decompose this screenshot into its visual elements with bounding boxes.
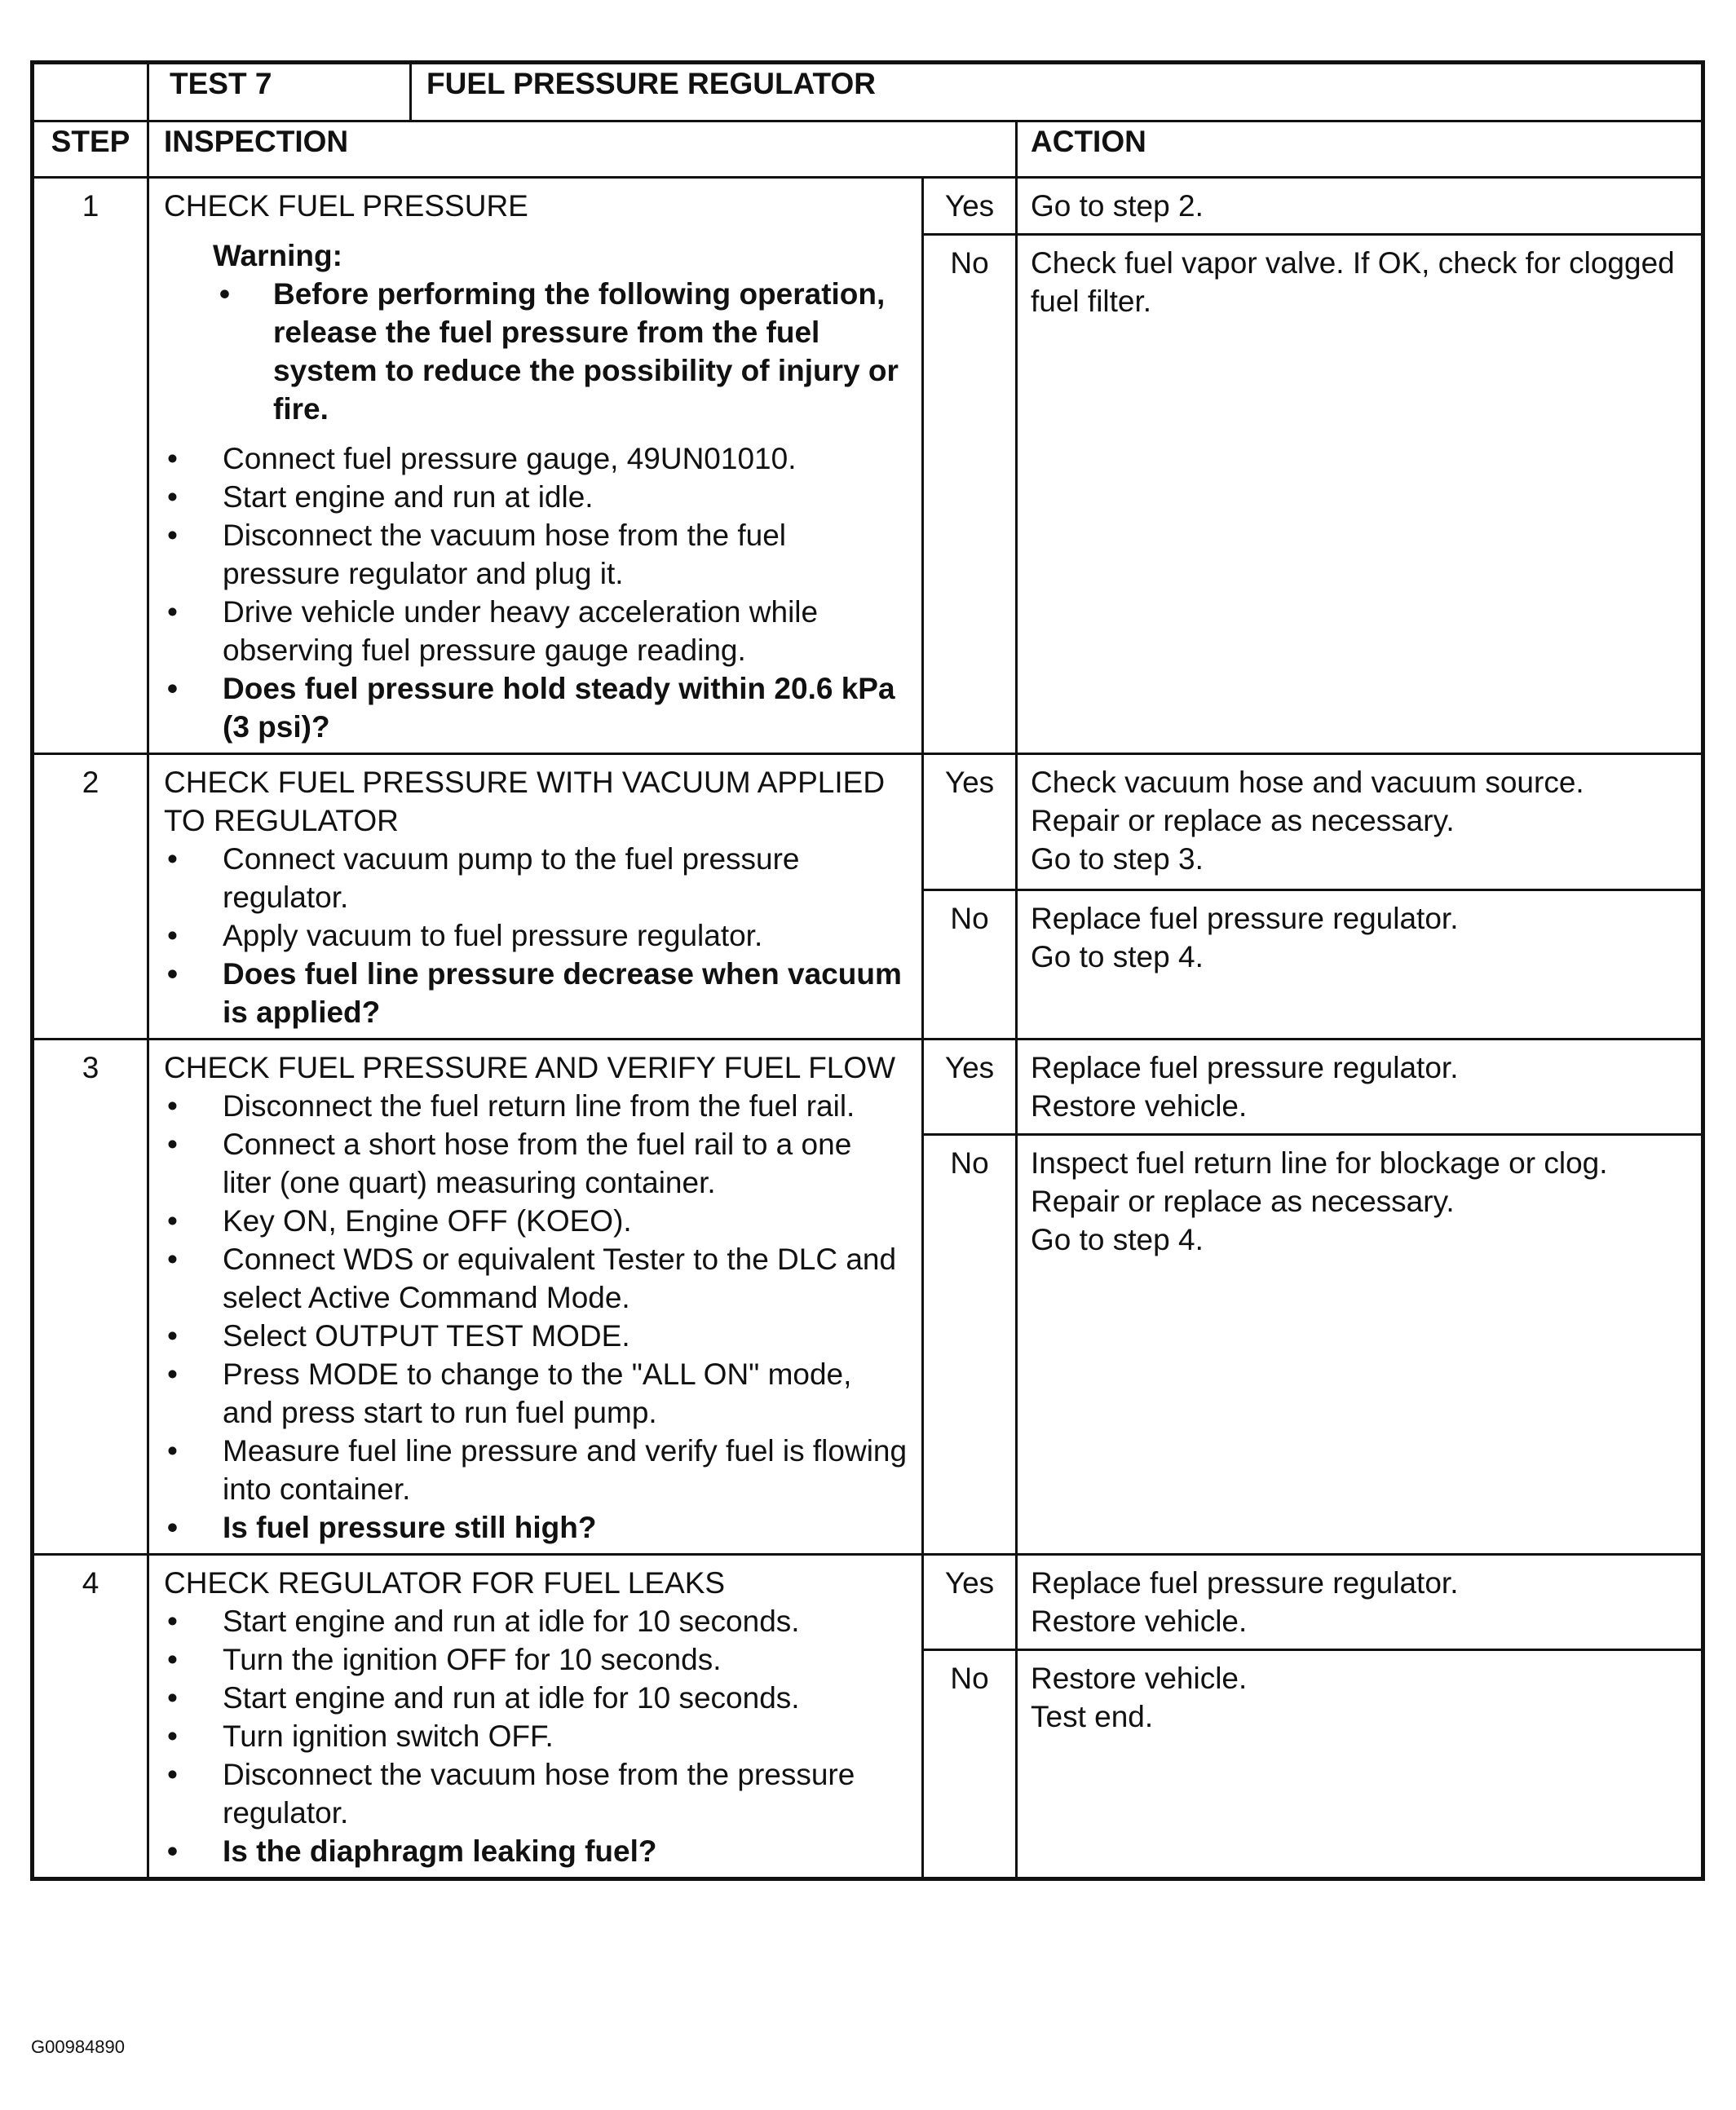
warning-label: Warning: bbox=[213, 239, 342, 272]
step-question: • Is the diaphragm leaking fuel? bbox=[164, 1832, 908, 1870]
step-question: • Is fuel pressure still high? bbox=[164, 1508, 908, 1547]
test-title: FUEL PRESSURE REGULATOR bbox=[411, 63, 1703, 121]
diagnostic-table-sheet bbox=[30, 60, 1701, 1881]
yes-action: Replace fuel pressure regulator. Restore vehicle. bbox=[1017, 1040, 1703, 1135]
list-item: • Start engine and run at idle. bbox=[164, 478, 908, 516]
list-item: • Disconnect the vacuum hose from the pressure regulator. bbox=[164, 1755, 908, 1832]
diagnostic-table bbox=[30, 60, 1705, 1881]
bullet-icon: • bbox=[167, 672, 178, 705]
bullet-icon: • bbox=[167, 1357, 178, 1391]
bullet-icon: • bbox=[167, 842, 178, 876]
bullet-icon: • bbox=[167, 595, 178, 629]
warning-block bbox=[213, 236, 908, 428]
bullet-icon: • bbox=[167, 957, 178, 991]
list-item: • Connect vacuum pump to the fuel pressure regulator. bbox=[164, 840, 908, 916]
list-item: • Select OUTPUT TEST MODE. bbox=[164, 1317, 908, 1355]
list-item: • Apply vacuum to fuel pressure regulator. bbox=[164, 916, 908, 955]
yes-label: Yes bbox=[923, 754, 1017, 890]
no-label: No bbox=[923, 235, 1017, 754]
no-action: Replace fuel pressure regulator. Go to step 4. bbox=[1017, 890, 1703, 1040]
no-action: Inspect fuel return line for blockage or clog. Repair or replace as necessary. Go to step 4. bbox=[1017, 1135, 1703, 1555]
no-label: No bbox=[923, 1135, 1017, 1555]
step-4-yes-row bbox=[33, 1555, 1703, 1650]
step-title: CHECK FUEL PRESSURE bbox=[164, 189, 528, 223]
list-item: • Connect a short hose from the fuel rail to a one liter (one quart) measuring container. bbox=[164, 1125, 908, 1202]
list-item: • Press MODE to change to the "ALL ON" mode, and press start to run fuel pump. bbox=[164, 1355, 908, 1432]
bullet-icon: • bbox=[167, 919, 178, 952]
no-label: No bbox=[923, 890, 1017, 1040]
test-title-row bbox=[33, 63, 1703, 121]
no-action: Restore vehicle. Test end. bbox=[1017, 1650, 1703, 1879]
step-question: • Does fuel pressure hold steady within 20.6 kPa (3 psi)? bbox=[164, 669, 908, 746]
step-number: 1 bbox=[33, 178, 148, 754]
bullet-icon: • bbox=[167, 1319, 178, 1353]
step-1-inspection bbox=[148, 178, 923, 754]
step-title: CHECK FUEL PRESSURE AND VERIFY FUEL FLOW bbox=[164, 1051, 896, 1084]
list-item: • Measure fuel line pressure and verify fuel is flowing into container. bbox=[164, 1432, 908, 1508]
list-item: • Connect fuel pressure gauge, 49UN01010. bbox=[164, 439, 908, 478]
no-action: Check fuel vapor valve. If OK, check for clogged fuel filter. bbox=[1017, 235, 1703, 754]
bullet-icon: • bbox=[167, 1643, 178, 1676]
step-4-inspection bbox=[148, 1555, 923, 1879]
yes-action: Replace fuel pressure regulator. Restore vehicle. bbox=[1017, 1555, 1703, 1650]
list-item: • Connect WDS or equivalent Tester to the DLC and select Active Command Mode. bbox=[164, 1240, 908, 1317]
col-header-inspection: INSPECTION bbox=[148, 121, 1017, 178]
bullet-icon: • bbox=[167, 1605, 178, 1638]
bullet-icon: • bbox=[167, 1089, 178, 1123]
bullet-icon: • bbox=[167, 480, 178, 514]
step-number: 2 bbox=[33, 754, 148, 1040]
list-item: • Turn ignition switch OFF. bbox=[164, 1717, 908, 1755]
bullet-icon: • bbox=[167, 1434, 178, 1468]
col-header-action: ACTION bbox=[1017, 121, 1703, 178]
col-header-step: STEP bbox=[33, 121, 148, 178]
list-item: • Drive vehicle under heavy acceleration while observing fuel pressure gauge reading. bbox=[164, 593, 908, 669]
step-number: 4 bbox=[33, 1555, 148, 1879]
yes-label: Yes bbox=[923, 1555, 1017, 1650]
step-title: CHECK FUEL PRESSURE WITH VACUUM APPLIED TO REGULATOR bbox=[164, 766, 886, 837]
step-1-yes-row bbox=[33, 178, 1703, 235]
bullet-icon: • bbox=[167, 1758, 178, 1791]
list-item: • Key ON, Engine OFF (KOEO). bbox=[164, 1202, 908, 1240]
bullet-icon: • bbox=[167, 1834, 178, 1868]
column-header-row bbox=[33, 121, 1703, 178]
step-2-yes-row bbox=[33, 754, 1703, 890]
test-label: TEST 7 bbox=[148, 63, 411, 121]
list-item: • Start engine and run at idle for 10 seconds. bbox=[164, 1679, 908, 1717]
bullet-icon: • bbox=[167, 1719, 178, 1753]
bullet-icon: • bbox=[167, 1681, 178, 1715]
bullet-icon: • bbox=[219, 277, 230, 311]
test-label-area bbox=[33, 63, 148, 121]
yes-label: Yes bbox=[923, 178, 1017, 235]
warning-text: Before performing the following operation, release the fuel pressure from the fuel system to reduce the possibility of injury or fire. bbox=[273, 277, 899, 426]
bullet-icon: • bbox=[167, 1243, 178, 1276]
list-item: • Turn the ignition OFF for 10 seconds. bbox=[164, 1640, 908, 1679]
yes-action: Check vacuum hose and vacuum source. Repair or replace as necessary. Go to step 3. bbox=[1017, 754, 1703, 890]
step-3-inspection bbox=[148, 1040, 923, 1555]
list-item: • Disconnect the fuel return line from the fuel rail. bbox=[164, 1087, 908, 1125]
step-2-inspection bbox=[148, 754, 923, 1040]
bullet-icon: • bbox=[167, 1511, 178, 1544]
list-item: • Start engine and run at idle for 10 seconds. bbox=[164, 1602, 908, 1640]
bullet-icon: • bbox=[167, 1204, 178, 1238]
yes-label: Yes bbox=[923, 1040, 1017, 1135]
step-question: • Does fuel line pressure decrease when vacuum is applied? bbox=[164, 955, 908, 1031]
bullet-icon: • bbox=[167, 519, 178, 552]
step-title: CHECK REGULATOR FOR FUEL LEAKS bbox=[164, 1566, 726, 1600]
figure-code: G00984890 bbox=[31, 2037, 125, 2057]
bullet-icon: • bbox=[167, 442, 178, 475]
step-number: 3 bbox=[33, 1040, 148, 1555]
no-label: No bbox=[923, 1650, 1017, 1879]
bullet-icon: • bbox=[167, 1128, 178, 1161]
step-3-yes-row bbox=[33, 1040, 1703, 1135]
yes-action: Go to step 2. bbox=[1017, 178, 1703, 235]
list-item: • Disconnect the vacuum hose from the fuel pressure regulator and plug it. bbox=[164, 516, 908, 593]
